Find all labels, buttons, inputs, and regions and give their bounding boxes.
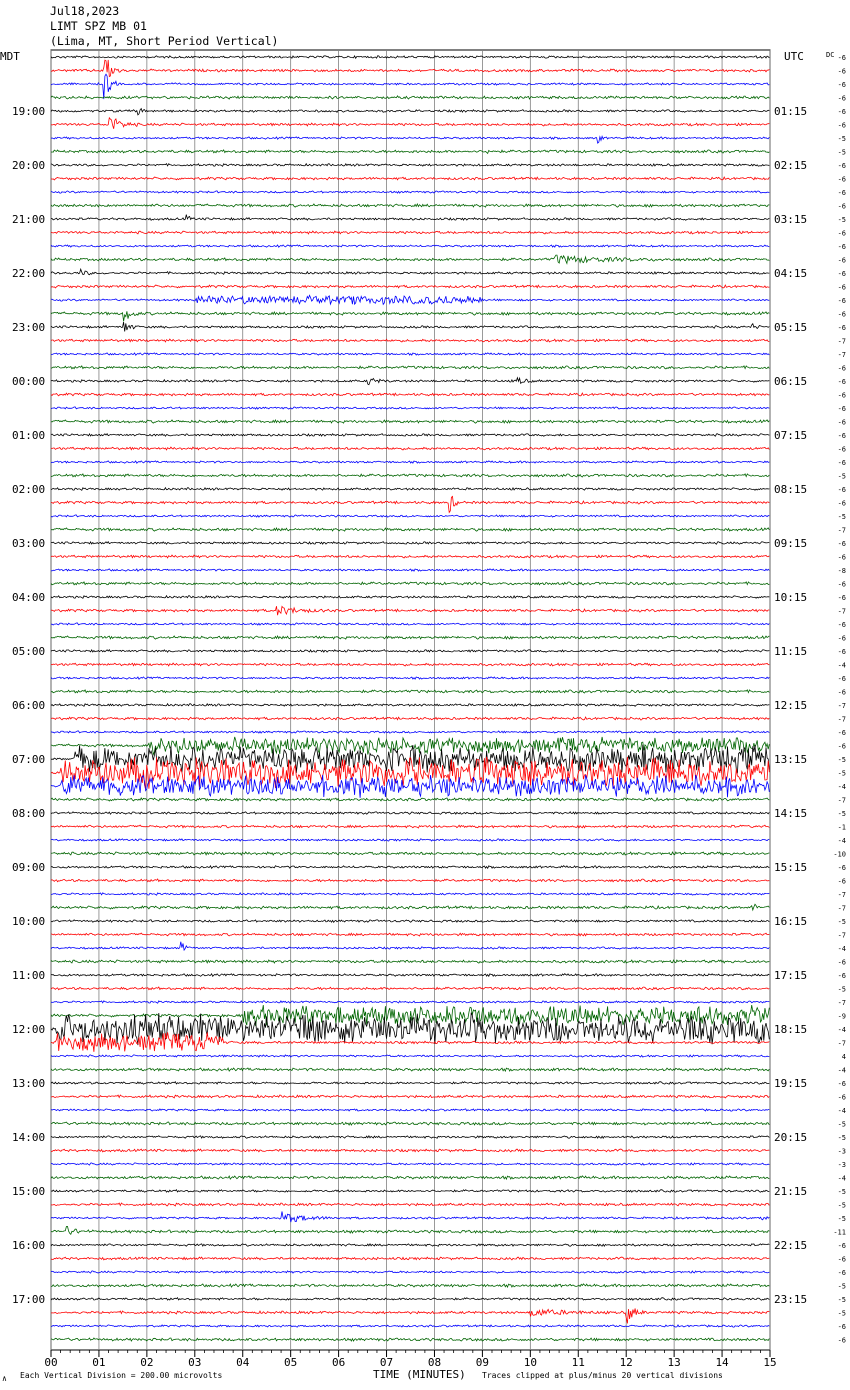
dc-offset-value: -6 (837, 459, 846, 467)
dc-offset-value: -7 (837, 1039, 846, 1048)
right-time-label: 01:15 (774, 105, 808, 118)
dc-offset-value: -1 (837, 823, 846, 832)
trace-59 (51, 852, 769, 855)
trace-84 (51, 1190, 769, 1193)
dc-offset-value: -4 (837, 1174, 846, 1183)
dc-offset-value: -7 (837, 607, 846, 616)
trace-81 (51, 1149, 769, 1152)
dc-offset-value: 4 (841, 1053, 846, 1061)
dc-offset-value: -7 (837, 796, 846, 805)
dc-offset-value: -6 (837, 1336, 846, 1345)
right-time-label: 07:15 (774, 429, 808, 442)
dc-offset-value: -4 (837, 1026, 846, 1034)
trace-42 (51, 623, 769, 625)
trace-24 (51, 378, 769, 385)
dc-offset-value: -3 (837, 1161, 846, 1169)
dc-offset-value: -4 (837, 1107, 846, 1115)
trace-47 (51, 690, 769, 693)
trace-51 (51, 737, 769, 755)
dc-offset-value: -6 (837, 1242, 846, 1250)
trace-45 (51, 663, 769, 666)
corner-mark: ∧ (2, 1374, 7, 1383)
x-tick-label: 07 (379, 1356, 394, 1369)
x-axis-title: TIME (MINUTES) (373, 1368, 466, 1381)
dc-offset-value: -5 (837, 1296, 846, 1304)
trace-28 (51, 434, 769, 437)
dc-offset-value: -6 (837, 405, 846, 413)
x-tick-label: 03 (188, 1356, 202, 1369)
dc-offset-value: -4 (837, 945, 846, 953)
dc-offset-value: -6 (837, 742, 846, 751)
left-time-label: 04:00 (12, 591, 46, 604)
trace-34 (51, 515, 769, 517)
trace-38 (51, 569, 769, 571)
dc-offset-value: -6 (837, 54, 846, 62)
trace-32 (51, 488, 769, 491)
trace-20 (51, 322, 769, 332)
left-time-label: 07:00 (12, 753, 46, 766)
dc-offset-column (833, 54, 846, 1345)
trace-76 (51, 1082, 769, 1085)
right-time-label: 09:15 (774, 537, 808, 550)
trace-57 (51, 825, 769, 828)
trace-29 (51, 447, 769, 450)
right-time-label: 08:15 (774, 483, 808, 496)
left-time-label: 01:00 (12, 429, 46, 442)
trace-21 (51, 339, 769, 342)
dc-offset-value: -6 (837, 270, 846, 278)
dc-offset-value: -6 (837, 675, 846, 683)
dc-offset-value: -6 (837, 499, 846, 508)
left-time-label: 17:00 (12, 1293, 46, 1306)
trace-88 (51, 1244, 769, 1247)
dc-offset-value: -5 (837, 1201, 846, 1210)
trace-35 (51, 528, 769, 531)
left-time-label: 13:00 (12, 1077, 46, 1090)
dc-offset-value: -5 (837, 810, 846, 818)
trace-5 (51, 118, 769, 129)
trace-46 (51, 677, 769, 679)
trace-68 (51, 974, 769, 977)
dc-offset-value: -6 (837, 324, 846, 332)
trace-58 (51, 839, 769, 841)
left-time-label: 16:00 (12, 1239, 46, 1252)
right-time-label: 22:15 (774, 1239, 808, 1252)
dc-offset-value: -6 (837, 256, 846, 265)
trace-14 (51, 245, 769, 247)
trace-75 (51, 1068, 769, 1071)
dc-offset-value: -6 (837, 621, 846, 629)
right-time-label: 10:15 (774, 591, 808, 604)
dc-offset-value: -6 (837, 553, 846, 562)
left-time-label: 09:00 (12, 861, 46, 874)
x-tick-label: 05 (284, 1356, 298, 1369)
right-time-label: 06:15 (774, 375, 808, 388)
left-time-label: 23:00 (12, 321, 46, 334)
trace-74 (51, 1055, 769, 1057)
right-time-label: 19:15 (774, 1077, 808, 1090)
x-tick-label: 02 (140, 1356, 154, 1369)
trace-54 (51, 775, 769, 798)
dc-offset-value: -6 (837, 121, 846, 130)
dc-offset-value: -5 (837, 135, 846, 143)
trace-3 (51, 96, 769, 99)
trace-23 (51, 366, 769, 369)
trace-43 (51, 636, 769, 639)
right-time-label: 02:15 (774, 159, 808, 172)
x-tick-label: 11 (571, 1356, 585, 1369)
dc-offset-value: -4 (837, 1066, 846, 1075)
right-time-label: 14:15 (774, 807, 808, 820)
clip-note: Traces clipped at plus/minus 20 vertical divisions (482, 1371, 723, 1380)
dc-offset-value: -5 (837, 1188, 846, 1196)
dc-offset-value: -3 (837, 1147, 846, 1156)
trace-73 (51, 1032, 769, 1052)
trace-50 (51, 731, 769, 733)
dc-offset-value: -6 (837, 688, 846, 697)
dc-offset-value: -6 (837, 1269, 846, 1277)
dc-offset-value: -6 (837, 958, 846, 967)
station-id: LIMT SPZ MB 01 (50, 19, 147, 33)
trace-31 (51, 474, 769, 477)
x-tick-label: 12 (619, 1356, 633, 1369)
x-tick-label: 04 (236, 1356, 250, 1369)
dc-offset-value: -6 (837, 229, 846, 238)
dc-label: DC (826, 51, 835, 59)
left-time-label: 11:00 (12, 969, 46, 982)
dc-offset-value: -6 (837, 648, 846, 656)
dc-offset-value: -6 (837, 594, 846, 602)
right-time-label: 20:15 (774, 1131, 808, 1144)
trace-94 (51, 1325, 769, 1327)
dc-offset-value: -10 (833, 850, 846, 859)
x-tick-label: 15 (763, 1356, 777, 1369)
right-axis-title: UTC (784, 50, 804, 63)
trace-27 (51, 420, 769, 423)
trace-55 (51, 798, 769, 801)
dc-offset-value: -6 (837, 189, 846, 197)
trace-6 (51, 136, 769, 143)
dc-offset-value: -7 (837, 337, 846, 346)
trace-9 (51, 177, 769, 180)
dc-offset-value: -6 (837, 297, 846, 305)
dc-offset-value: -6 (837, 972, 846, 980)
dc-offset-value: -6 (837, 864, 846, 872)
left-axis-title: MDT (0, 50, 20, 63)
dc-offset-value: -7 (837, 891, 846, 899)
right-time-label: 04:15 (774, 267, 808, 280)
right-time-label: 17:15 (774, 969, 808, 982)
dc-offset-value: -7 (837, 931, 846, 940)
left-time-label: 12:00 (12, 1023, 46, 1036)
dc-offset-value: -6 (837, 432, 846, 440)
dc-offset-value: -7 (837, 526, 846, 535)
trace-19 (51, 311, 769, 321)
x-axis (44, 1350, 776, 1369)
trace-18 (51, 295, 769, 304)
left-time-label: 03:00 (12, 537, 46, 550)
trace-1 (51, 60, 769, 77)
trace-17 (51, 285, 769, 288)
dc-offset-value: -4 (837, 783, 846, 791)
x-tick-label: 00 (44, 1356, 58, 1369)
left-time-label: 02:00 (12, 483, 46, 496)
trace-61 (51, 879, 769, 882)
trace-82 (51, 1163, 769, 1165)
dc-offset-value: -6 (837, 162, 846, 170)
dc-offset-value: -11 (833, 1228, 846, 1237)
dc-offset-value: -7 (837, 715, 846, 724)
right-time-label: 11:15 (774, 645, 808, 658)
trace-12 (51, 215, 769, 221)
dc-offset-value: -5 (837, 1134, 846, 1142)
dc-offset-value: -5 (837, 1215, 846, 1223)
right-time-label: 23:15 (774, 1293, 808, 1306)
trace-90 (51, 1271, 769, 1273)
trace-65 (51, 933, 769, 936)
trace-33 (51, 496, 769, 512)
trace-56 (51, 812, 769, 815)
x-tick-label: 14 (715, 1356, 729, 1369)
trace-77 (51, 1095, 769, 1098)
trace-91 (51, 1284, 769, 1287)
trace-87 (51, 1226, 769, 1234)
right-time-label: 12:15 (774, 699, 808, 712)
dc-offset-value: -9 (837, 1012, 846, 1021)
dc-offset-value: -6 (837, 1093, 846, 1102)
trace-92 (51, 1298, 769, 1301)
dc-offset-value: -4 (837, 661, 846, 670)
dc-offset-value: -7 (837, 702, 846, 710)
left-time-label: 15:00 (12, 1185, 46, 1198)
trace-10 (51, 191, 769, 193)
trace-30 (51, 461, 769, 463)
trace-85 (51, 1203, 769, 1206)
left-time-label: 20:00 (12, 159, 46, 172)
dc-offset-value: -4 (837, 837, 846, 845)
dc-offset-value: -6 (837, 1080, 846, 1088)
x-tick-label: 10 (523, 1356, 537, 1369)
scale-note: Each Vertical Division = 200.00 microvolts (20, 1371, 223, 1380)
trace-37 (51, 555, 769, 558)
dc-offset-value: -5 (837, 756, 846, 764)
trace-95 (51, 1338, 769, 1341)
dc-offset-value: -6 (837, 391, 846, 400)
trace-62 (51, 893, 769, 895)
dc-offset-value: -6 (837, 378, 846, 386)
trace-group (51, 56, 769, 1341)
left-time-label: 14:00 (12, 1131, 46, 1144)
trace-4 (51, 109, 769, 115)
trace-63 (51, 904, 769, 910)
trace-78 (51, 1109, 769, 1111)
dc-offset-value: -6 (837, 634, 846, 643)
trace-80 (51, 1136, 769, 1139)
x-tick-label: 06 (331, 1356, 346, 1369)
trace-41 (51, 606, 769, 615)
right-time-label: 16:15 (774, 915, 808, 928)
dc-offset-value: -6 (837, 1323, 846, 1331)
dc-offset-value: -7 (837, 999, 846, 1007)
trace-67 (51, 960, 769, 963)
dc-offset-value: -6 (837, 175, 846, 184)
dc-offset-value: -6 (837, 729, 846, 737)
dc-offset-value: -6 (837, 81, 846, 89)
dc-offset-value: -6 (837, 486, 846, 494)
trace-16 (51, 269, 769, 275)
trace-7 (51, 150, 769, 154)
dc-offset-value: -7 (837, 351, 846, 359)
trace-79 (51, 1122, 769, 1125)
dc-offset-value: -5 (837, 769, 846, 778)
trace-69 (51, 987, 769, 990)
trace-83 (51, 1176, 769, 1179)
dc-offset-value: -5 (837, 1120, 846, 1129)
dc-offset-value: -5 (837, 918, 846, 926)
trace-89 (51, 1257, 769, 1260)
dc-offset-value: -5 (837, 513, 846, 521)
trace-2 (51, 74, 769, 99)
x-tick-label: 01 (92, 1356, 106, 1369)
trace-93 (51, 1309, 769, 1324)
dc-offset-value: -6 (837, 1255, 846, 1264)
dc-offset-value: -6 (837, 283, 846, 292)
trace-49 (51, 717, 769, 720)
right-time-label: 13:15 (774, 753, 808, 766)
station-description: (Lima, MT, Short Period Vertical) (50, 34, 279, 48)
record-date: Jul18,2023 (50, 4, 120, 18)
dc-offset-value: -6 (837, 310, 846, 319)
dc-offset-value: -6 (837, 108, 846, 116)
right-time-label: 03:15 (774, 213, 808, 226)
trace-70 (51, 1001, 769, 1003)
x-tick-label: 08 (427, 1356, 442, 1369)
dc-offset-value: -6 (837, 94, 846, 103)
trace-8 (51, 164, 769, 167)
dc-offset-value: -6 (837, 418, 846, 427)
dc-offset-value: -6 (837, 67, 846, 76)
x-tick-label: 09 (475, 1356, 490, 1369)
trace-66 (51, 942, 769, 950)
dc-offset-value: -7 (837, 904, 846, 913)
trace-26 (51, 407, 769, 409)
left-time-label: 22:00 (12, 267, 46, 280)
right-time-label: 05:15 (774, 321, 808, 334)
dc-offset-value: -8 (837, 567, 846, 575)
dc-offset-value: -6 (837, 540, 846, 548)
left-time-label: 05:00 (12, 645, 46, 658)
left-time-label: 08:00 (12, 807, 46, 820)
trace-36 (51, 542, 769, 545)
dc-offset-value: -5 (837, 148, 846, 157)
left-time-label: 06:00 (12, 699, 46, 712)
dc-offset-value: -6 (837, 445, 846, 454)
dc-offset-value: -5 (837, 1309, 846, 1318)
right-time-label: 15:15 (774, 861, 808, 874)
trace-86 (51, 1211, 769, 1222)
dc-offset-value: -6 (837, 243, 846, 251)
dc-offset-value: -5 (837, 472, 846, 481)
dc-offset-value: -6 (837, 877, 846, 886)
trace-44 (51, 650, 769, 653)
trace-22 (51, 353, 769, 355)
dc-offset-value: -6 (837, 364, 846, 373)
left-time-label: 19:00 (12, 105, 46, 118)
x-tick-label: 13 (667, 1356, 681, 1369)
trace-64 (51, 920, 769, 923)
dc-offset-value: -6 (837, 202, 846, 211)
trace-13 (51, 231, 769, 234)
trace-40 (51, 596, 769, 599)
trace-60 (51, 866, 769, 869)
dc-offset-value: -6 (837, 580, 846, 589)
right-time-label: 18:15 (774, 1023, 808, 1036)
dc-offset-value: -5 (837, 216, 846, 224)
trace-25 (51, 393, 769, 396)
trace-15 (51, 255, 769, 263)
trace-11 (51, 204, 769, 207)
trace-48 (51, 704, 769, 707)
trace-39 (51, 582, 769, 585)
left-time-label: 21:00 (12, 213, 46, 226)
trace-0 (51, 56, 769, 59)
left-time-label: 10:00 (12, 915, 46, 928)
dc-offset-value: -5 (837, 985, 846, 994)
dc-offset-value: -5 (837, 1282, 846, 1291)
left-time-label: 00:00 (12, 375, 46, 388)
right-time-label: 21:15 (774, 1185, 808, 1198)
